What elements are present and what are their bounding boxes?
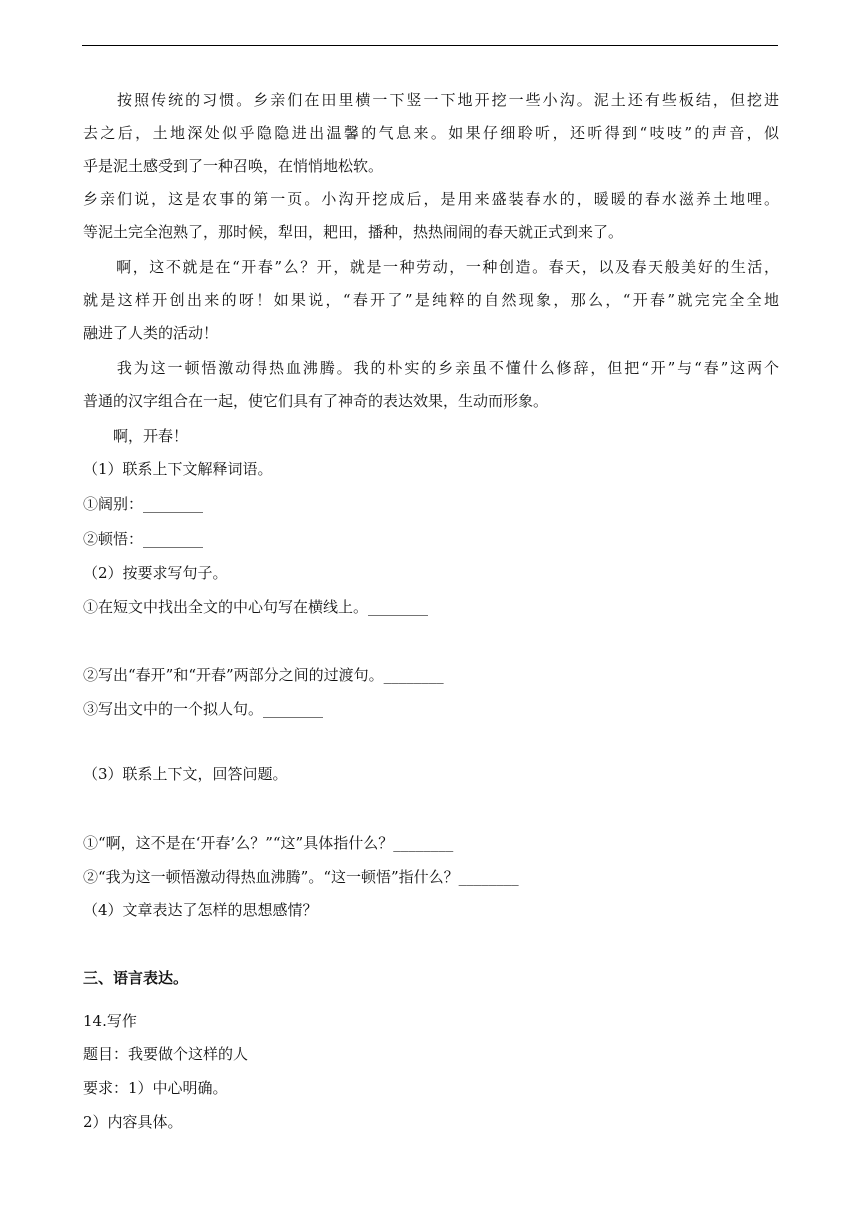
essay-topic: 题目：我要做个这样的人 (83, 1045, 249, 1063)
passage-line: 按照传统的习惯。乡亲们在田里横一下竖一下地开挖一些小沟。泥土还有些板结，但挖进 (83, 91, 779, 109)
passage-line: 啊，这不就是在“开春”么？开，就是一种劳动，一种创造。春天，以及春天般美好的生活， (83, 258, 779, 276)
passage-line: 去之后，土地深处似乎隐隐进出温馨的气息来。如果仔细聆听，还听得到“吱吱”的声音，似 (83, 124, 779, 142)
essay-requirement: 2）内容具体。 (83, 1113, 183, 1131)
section-heading: 三、语言表达。 (83, 969, 189, 987)
question-item: ①“啊，这不是在‘开春’么？”“这”具体指什么？________ (83, 834, 454, 852)
question-heading: （4）文章表达了怎样的思想感情？ (83, 901, 318, 919)
question-item: ②顿悟：________ (83, 530, 204, 548)
passage-line: 乡亲们说，这是农事的第一页。小沟开挖成后，是用来盛装春水的，暖暖的春水滋养土地哩。 (83, 190, 779, 208)
passage-line: 普通的汉字组合在一起，使它们具有了神奇的表达效果，生动而形象。 (83, 392, 549, 410)
question-item: ①阔别：________ (83, 495, 204, 513)
passage-line: 我为这一顿悟激动得热血沸腾。我的朴实的乡亲虽不懂什么修辞，但把“开”与“春”这两个 (83, 359, 779, 377)
question-number: 14.写作 (83, 1012, 137, 1030)
question-item: ③写出文中的一个拟人句。________ (83, 700, 324, 718)
question-heading: （3）联系上下文，回答问题。 (83, 765, 288, 783)
question-item: ②“我为这一顿悟激动得热血沸腾”。“这一顿悟”指什么？________ (83, 868, 519, 886)
passage-line: 乎是泥土感受到了一种召唤，在悄悄地松软。 (83, 157, 384, 175)
question-item: ①在短文中找出全文的中心句写在横线上。________ (83, 598, 429, 616)
passage-line: 就是这样开创出来的呀！如果说，“春开了”是纯粹的自然现象，那么，“开春”就完完全全地 (83, 291, 779, 309)
question-heading: （1）联系上下文解释词语。 (83, 460, 273, 478)
question-heading: （2）按要求写句子。 (83, 564, 228, 582)
essay-requirement: 要求：1）中心明确。 (83, 1079, 228, 1097)
passage-line: 啊，开春！ (83, 427, 189, 445)
passage-line: 等泥土完全泡熟了，那时候，犁田，耙田，播种，热热闹闹的春天就正式到来了。 (83, 223, 624, 241)
passage-line: 融进了人类的活动！ (83, 324, 219, 342)
question-item: ②写出“春开”和“开春”两部分之间的过渡句。________ (83, 666, 444, 684)
header-rule (82, 45, 778, 46)
